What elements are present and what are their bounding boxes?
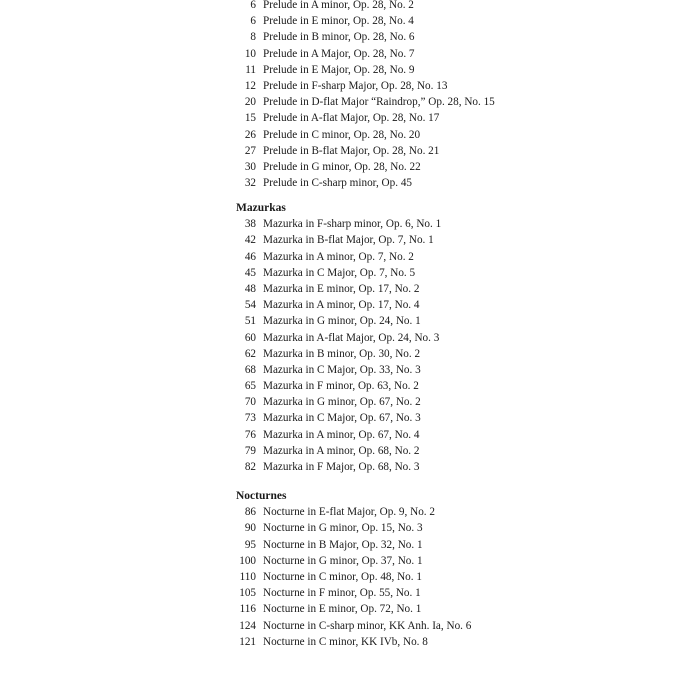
contents-entry xyxy=(236,159,656,175)
page-number: 105 xyxy=(239,587,256,600)
mazurkas-list xyxy=(236,216,656,475)
piece-title: Mazurka in A-flat Major, Op. 24, No. 3 xyxy=(263,331,440,344)
piece-title: Mazurka in F minor, Op. 63, No. 2 xyxy=(263,380,419,393)
contents-entry xyxy=(236,618,656,634)
piece-title: Prelude in G minor, Op. 28, No. 22 xyxy=(263,160,421,173)
page-number: 6 xyxy=(250,15,256,28)
piece-title: Mazurka in F-sharp minor, Op. 6, No. 1 xyxy=(263,218,442,231)
section-preludes xyxy=(236,0,656,191)
contents-entry xyxy=(236,249,656,265)
contents-entry xyxy=(236,0,656,13)
page-number: 51 xyxy=(244,315,256,328)
page-number: 12 xyxy=(244,79,256,92)
contents-entry xyxy=(236,110,656,126)
contents-entry xyxy=(236,504,656,520)
piece-title: Nocturne in E-flat Major, Op. 9, No. 2 xyxy=(263,506,435,519)
preludes-list xyxy=(236,0,656,191)
piece-title: Nocturne in C minor, Op. 48, No. 1 xyxy=(263,570,422,583)
contents-entry xyxy=(236,601,656,617)
page-number: 95 xyxy=(244,538,256,551)
contents-entry xyxy=(236,585,656,601)
contents-entry xyxy=(236,346,656,362)
contents-entry xyxy=(236,29,656,45)
piece-title: Prelude in B minor, Op. 28, No. 6 xyxy=(263,31,415,44)
page-number: 110 xyxy=(239,570,256,583)
page-number: 10 xyxy=(244,47,256,60)
piece-title: Mazurka in E minor, Op. 17, No. 2 xyxy=(263,282,420,295)
contents-entry xyxy=(236,13,656,29)
page-number: 27 xyxy=(244,144,256,157)
contents-entry xyxy=(236,394,656,410)
page-number: 26 xyxy=(244,128,256,141)
page-number: 70 xyxy=(244,396,256,409)
contents-entry xyxy=(236,427,656,443)
page-number: 11 xyxy=(245,63,256,76)
piece-title: Mazurka in G minor, Op. 24, No. 1 xyxy=(263,315,421,328)
page-number: 121 xyxy=(239,635,256,648)
piece-title: Prelude in C-sharp minor, Op. 45 xyxy=(263,177,413,190)
page-number: 82 xyxy=(244,461,256,473)
page-number: 60 xyxy=(244,331,256,344)
contents-entry xyxy=(236,175,656,191)
piece-title: Prelude in E Major, Op. 28, No. 9 xyxy=(263,63,415,76)
section-title-nocturnes: Nocturnes xyxy=(236,490,287,502)
piece-title: Nocturne in E minor, Op. 72, No. 1 xyxy=(263,603,422,616)
piece-title: Nocturne in G minor, Op. 37, No. 1 xyxy=(263,554,423,567)
piece-title: Nocturne in F minor, Op. 55, No. 1 xyxy=(263,587,421,600)
piece-title: Prelude in A-flat Major, Op. 28, No. 17 xyxy=(263,112,440,125)
page-number: 76 xyxy=(244,428,256,441)
page-number: 32 xyxy=(244,177,256,190)
piece-title: Mazurka in B-flat Major, Op. 7, No. 1 xyxy=(263,234,434,247)
page-number: 15 xyxy=(244,112,256,125)
page-number: 20 xyxy=(244,96,256,109)
contents-entry xyxy=(236,216,656,232)
page-number: 8 xyxy=(250,31,256,44)
section-title-mazurkas: Mazurkas xyxy=(236,202,286,214)
contents-entry xyxy=(236,362,656,378)
page-number: 45 xyxy=(244,266,256,279)
contents-entry xyxy=(236,330,656,346)
page-number: 38 xyxy=(244,218,256,231)
page-number: 30 xyxy=(244,160,256,173)
piece-title: Nocturne in C-sharp minor, KK Anh. Ia, No. 6 xyxy=(263,619,472,632)
contents-entry xyxy=(236,410,656,426)
piece-title: Mazurka in C Major, Op. 67, No. 3 xyxy=(263,412,421,425)
piece-title: Mazurka in C Major, Op. 33, No. 3 xyxy=(263,363,421,376)
section-mazurkas xyxy=(236,200,656,475)
contents-entry xyxy=(236,520,656,536)
contents-entry xyxy=(236,265,656,281)
piece-title: Mazurka in A minor, Op. 17, No. 4 xyxy=(263,299,420,312)
piece-title: Prelude in E minor, Op. 28, No. 4 xyxy=(263,15,414,28)
contents-entry xyxy=(236,313,656,329)
piece-title: Prelude in B-flat Major, Op. 28, No. 21 xyxy=(263,144,440,157)
contents-entry xyxy=(236,569,656,585)
contents-entry xyxy=(236,378,656,394)
page-number: 62 xyxy=(244,347,256,360)
contents-entry xyxy=(236,281,656,297)
contents-entry xyxy=(236,634,656,650)
page-number: 68 xyxy=(244,363,256,376)
piece-title: Prelude in C minor, Op. 28, No. 20 xyxy=(263,128,421,141)
contents-entry xyxy=(236,443,656,459)
contents-entry xyxy=(236,459,656,475)
piece-title: Nocturne in C minor, KK IVb, No. 8 xyxy=(263,635,428,648)
page-number: 79 xyxy=(244,444,256,457)
section-nocturnes xyxy=(236,488,656,650)
page-number: 116 xyxy=(239,603,256,616)
piece-title: Prelude in F-sharp Major, Op. 28, No. 13 xyxy=(263,79,448,92)
contents-entry xyxy=(236,127,656,143)
piece-title: Mazurka in A minor, Op. 68, No. 2 xyxy=(263,444,420,457)
nocturnes-list xyxy=(236,504,656,650)
contents-entry xyxy=(236,553,656,569)
piece-title: Mazurka in F Major, Op. 68, No. 3 xyxy=(263,461,420,473)
piece-title: Mazurka in A minor, Op. 7, No. 2 xyxy=(263,250,414,263)
piece-title: Mazurka in G minor, Op. 67, No. 2 xyxy=(263,396,421,409)
piece-title: Mazurka in A minor, Op. 67, No. 4 xyxy=(263,428,420,441)
page-number: 42 xyxy=(244,234,256,247)
piece-title: Mazurka in B minor, Op. 30, No. 2 xyxy=(263,347,421,360)
contents-entry xyxy=(236,94,656,110)
contents-entry xyxy=(236,232,656,248)
contents-entry xyxy=(236,537,656,553)
page-number: 86 xyxy=(244,506,256,519)
page-number: 73 xyxy=(244,412,256,425)
page-number: 54 xyxy=(244,299,256,312)
page-number: 65 xyxy=(244,380,256,393)
contents-entry xyxy=(236,62,656,78)
piece-title: Prelude in D-flat Major “Raindrop,” Op. 28, No. 15 xyxy=(263,96,495,109)
piece-title: Nocturne in G minor, Op. 15, No. 3 xyxy=(263,522,423,535)
contents-entry xyxy=(236,78,656,94)
page-number: 90 xyxy=(244,522,256,535)
contents-entry xyxy=(236,143,656,159)
page-number: 46 xyxy=(244,250,256,263)
piece-title: Nocturne in B Major, Op. 32, No. 1 xyxy=(263,538,423,551)
piece-title: Mazurka in C Major, Op. 7, No. 5 xyxy=(263,266,416,279)
contents-entry xyxy=(236,46,656,62)
page-number: 6 xyxy=(250,0,256,11)
page-number: 48 xyxy=(244,282,256,295)
page-number: 124 xyxy=(239,619,256,632)
piece-title: Prelude in A Major, Op. 28, No. 7 xyxy=(263,47,415,60)
page-number: 100 xyxy=(239,554,256,567)
piece-title: Prelude in A minor, Op. 28, No. 2 xyxy=(263,0,414,11)
contents-entry xyxy=(236,297,656,313)
